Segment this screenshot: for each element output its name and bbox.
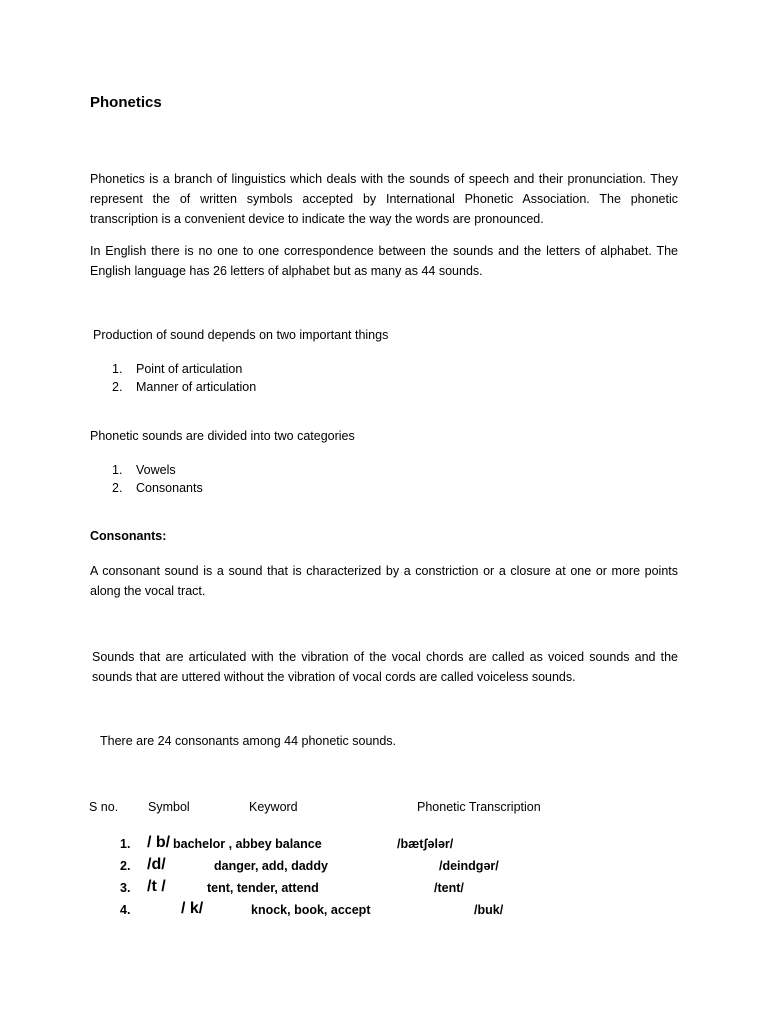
table-header-symbol: Symbol bbox=[148, 800, 190, 814]
list-item-number: 2. bbox=[112, 380, 123, 394]
row-symbol: /d/ bbox=[147, 856, 166, 873]
table-row bbox=[0, 834, 768, 856]
list-item-number: 2. bbox=[112, 481, 123, 495]
row-keyword: bachelor , abbey balance bbox=[173, 837, 322, 851]
table-header-keyword: Keyword bbox=[249, 800, 298, 814]
row-keyword: danger, add, daddy bbox=[214, 859, 328, 873]
page-title: Phonetics bbox=[90, 94, 162, 111]
consonant-definition-paragraph: A consonant sound is a sound that is characterized by a constriction or a closure at one or more points along the vocal tract. bbox=[90, 564, 678, 598]
categories-heading: Phonetic sounds are divided into two categories bbox=[90, 429, 355, 443]
row-symbol: /t / bbox=[147, 878, 166, 895]
list-item-text: Vowels bbox=[136, 463, 176, 477]
voiced-note-paragraph: Sounds that are articulated with the vibration of the vocal chords are called as voiced sounds and the sounds that are uttered without the vibration of vocal cords are called voiceless sounds. bbox=[92, 650, 678, 684]
consonant-count-text: There are 24 consonants among 44 phonetic sounds. bbox=[100, 734, 397, 748]
list-item-number: 1. bbox=[112, 362, 123, 376]
row-transcription: /bætʃələr/ bbox=[397, 837, 454, 851]
row-transcription: /tent/ bbox=[434, 881, 464, 895]
list-item-text: Point of articulation bbox=[136, 362, 243, 376]
row-number: 1. bbox=[120, 837, 131, 851]
row-symbol: / k/ bbox=[181, 900, 204, 917]
row-keyword: knock, book, accept bbox=[251, 903, 371, 917]
row-symbol: / b/ bbox=[147, 834, 171, 851]
row-number: 2. bbox=[120, 859, 131, 873]
list-item-text: Consonants bbox=[136, 481, 203, 495]
row-number: 3. bbox=[120, 881, 131, 895]
table-row bbox=[0, 856, 768, 878]
row-number: 4. bbox=[120, 903, 131, 917]
english-note-paragraph: In English there is no one to one correspondence between the sounds and the letters of alphabet. The English language has 26 letters of alphabet but as many as 44 sounds. bbox=[90, 244, 678, 278]
row-transcription: /deindgər/ bbox=[439, 859, 499, 873]
row-keyword: tent, tender, attend bbox=[207, 881, 319, 895]
row-transcription: /buk/ bbox=[474, 903, 504, 917]
table-row bbox=[0, 900, 768, 922]
intro-paragraph: Phonetics is a branch of linguistics which deals with the sounds of speech and their pronunciation. They represent the of written symbols accepted by International Phonetic Association. The phonetic transcription is a convenient device to indicate the way the words are pronounced. bbox=[90, 172, 678, 226]
consonants-heading: Consonants: bbox=[90, 529, 167, 543]
table-header-sno: S no. bbox=[89, 800, 119, 814]
production-heading: Production of sound depends on two important things bbox=[93, 328, 389, 342]
list-item-number: 1. bbox=[112, 463, 123, 477]
table-header-phonetic: Phonetic Transcription bbox=[417, 800, 541, 814]
table-row bbox=[0, 878, 768, 900]
list-item-text: Manner of articulation bbox=[136, 380, 257, 394]
